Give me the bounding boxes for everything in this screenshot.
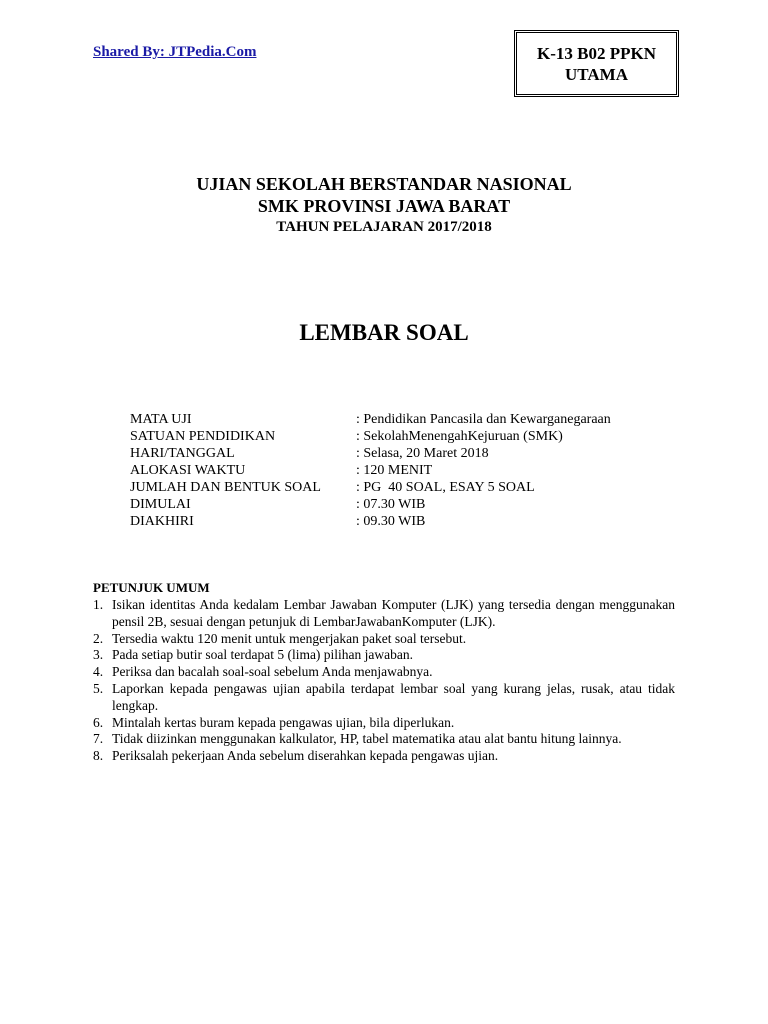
instruction-item (93, 664, 675, 681)
instruction-item (93, 681, 675, 715)
info-value: : 120 MENIT (356, 463, 433, 478)
exam-code-box (514, 30, 679, 97)
info-value: : Pendidikan Pancasila dan Kewarganegaraan (356, 412, 611, 427)
info-value: : Selasa, 20 Maret 2018 (356, 446, 489, 461)
info-label: JUMLAH DAN BENTUK SOAL (130, 480, 321, 495)
instruction-text: Laporkan kepada pengawas ujian apabila terdapat lembar soal yang kurang jelas, rusak, atau tidak lengkap. (112, 680, 675, 713)
instruction-item (93, 597, 675, 631)
exam-heading-line1: UJIAN SEKOLAH BERSTANDAR NASIONAL (196, 174, 572, 194)
instruction-text: Pada setiap butir soal terdapat 5 (lima) pilihan jawaban. (112, 647, 414, 663)
info-row (130, 445, 611, 462)
instruction-item (93, 748, 675, 765)
instructions-title: PETUNJUK UMUM (93, 580, 210, 595)
instruction-number: 7. (93, 731, 104, 747)
instruction-item (93, 647, 675, 664)
info-value: : PG 40 SOAL, ESAY 5 SOAL (356, 480, 535, 495)
exam-heading-line3: TAHUN PELAJARAN 2017/2018 (276, 219, 492, 235)
instruction-number: 5. (93, 680, 104, 696)
instruction-number: 6. (93, 714, 104, 730)
document-title: LEMBAR SOAL (299, 320, 469, 345)
instruction-item (93, 731, 675, 748)
info-label: DIAKHIRI (130, 514, 194, 529)
instruction-text: Periksalah pekerjaan Anda sebelum diserahkan kepada pengawas ujian. (112, 748, 499, 764)
instruction-text: Tidak diizinkan menggunakan kalkulator, HP, tabel matematika atau alat bantu hitung lainnya. (112, 731, 622, 747)
info-row (130, 513, 611, 530)
info-label: DIMULAI (130, 497, 191, 512)
instruction-number: 1. (93, 597, 104, 612)
instruction-item (93, 715, 675, 732)
info-row (130, 479, 611, 496)
info-label: HARI/TANGGAL (130, 446, 235, 461)
instruction-number: 8. (93, 748, 104, 764)
instruction-text: Mintalah kertas buram kepada pengawas ujian, bila diperlukan. (112, 714, 455, 730)
info-row (130, 462, 611, 479)
shared-by-link[interactable]: Shared By: JTPedia.Com (93, 44, 257, 60)
info-value: : 07.30 WIB (356, 497, 426, 512)
exam-heading-line2: SMK PROVINSI JAWA BARAT (257, 196, 511, 216)
info-row (130, 496, 611, 513)
instruction-number: 3. (93, 647, 104, 663)
info-row (130, 428, 611, 445)
info-label: ALOKASI WAKTU (130, 463, 246, 478)
instructions-list (93, 597, 675, 765)
instruction-text: Periksa dan bacalah soal-soal sebelum Anda menjawabnya. (112, 664, 433, 680)
info-row (130, 411, 611, 428)
info-label: MATA UJI (130, 412, 192, 427)
instruction-text: Isikan identitas Anda kedalam Lembar Jawaban Komputer (LJK) yang tersedia dengan menggunakan pensil 2B, sesuai dengan petunjuk di LembarJawabanKomputer (LJK). (112, 597, 675, 629)
instruction-item (93, 631, 675, 648)
exam-code-line2: UTAMA (565, 64, 628, 84)
info-value: : SekolahMenengahKejuruan (SMK) (356, 429, 563, 444)
exam-code-line1: K-13 B02 PPKN (537, 43, 656, 63)
instruction-text: Tersedia waktu 120 menit untuk mengerjakan paket soal tersebut. (112, 630, 467, 646)
exam-info-table (130, 411, 611, 530)
instruction-number: 2. (93, 630, 104, 646)
info-value: : 09.30 WIB (356, 514, 426, 529)
info-label: SATUAN PENDIDIKAN (130, 429, 276, 444)
instruction-number: 4. (93, 664, 104, 680)
